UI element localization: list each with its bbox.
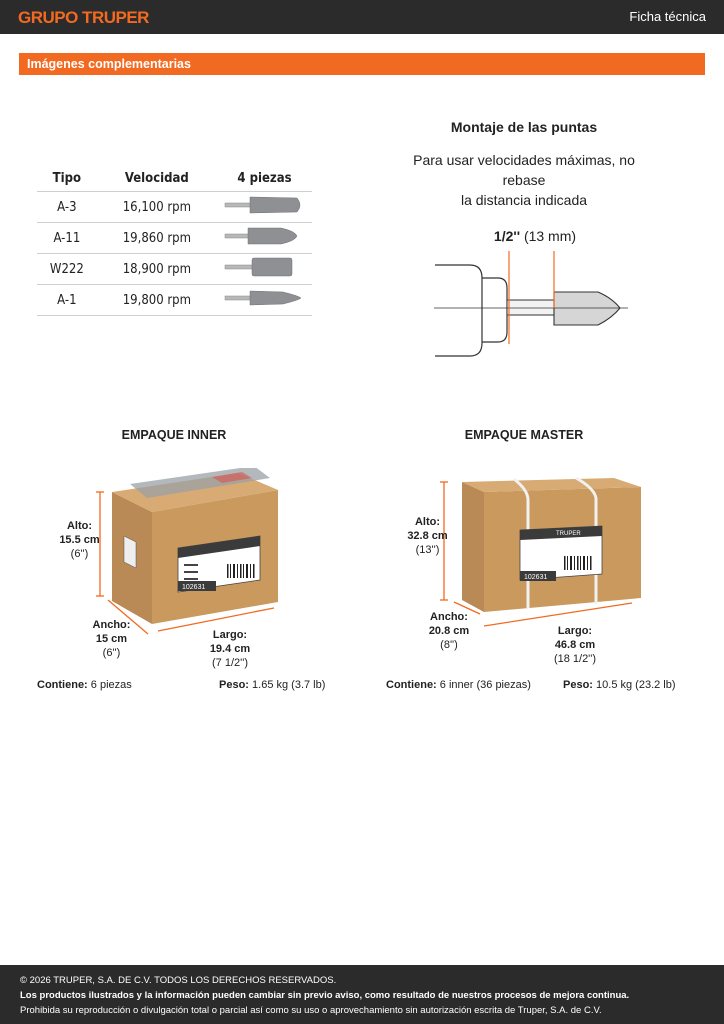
inner-peso: Peso: 1.65 kg (3.7 lb)	[219, 679, 326, 691]
master-title: EMPAQUE MASTER	[464, 428, 584, 442]
tips-table	[37, 165, 312, 316]
montaje-title: Montaje de las puntas	[450, 119, 598, 135]
inner-box-code: 102631	[182, 584, 206, 591]
master-largo: Largo: 46.8 cm (18 1/2'')	[553, 625, 597, 665]
tip-image-a1	[217, 285, 312, 316]
master-ancho: Ancho: 20.8 cm (8'')	[428, 611, 470, 651]
footer-disclaimer: Los productos ilustrados y la información pueden cambiar sin previo aviso, como resultado de nuestros procesos de mejora continua.	[20, 990, 630, 1001]
tip-image-a3	[217, 192, 312, 223]
inner-contiene: Contiene: 6 piezas	[37, 679, 132, 691]
velocidad-cell: 19,800 rpm	[97, 285, 217, 316]
master-peso: Peso: 10.5 kg (23.2 lb)	[563, 679, 676, 691]
inner-ancho: Ancho: 15 cm (6'')	[92, 619, 131, 659]
velocidad-cell: 18,900 rpm	[97, 254, 217, 285]
distance-label	[470, 228, 600, 244]
master-alto: Alto: 32.8 cm (13'')	[407, 516, 448, 556]
inner-title: EMPAQUE INNER	[121, 428, 227, 442]
master-box-brand: TRUPER	[556, 531, 581, 537]
footer-copyright: © 2026 TRUPER, S.A. DE C.V. TODOS LOS DERECHOS RESERVADOS.	[20, 975, 337, 986]
tipo-cell: A-3	[37, 192, 97, 223]
inner-largo: Largo: 19.4 cm (7 1/2'')	[209, 629, 251, 669]
table-row	[37, 254, 312, 285]
tip-image-w222	[217, 254, 312, 285]
velocidad-cell: 16,100 rpm	[97, 192, 217, 223]
inner-alto: Alto: 15.5 cm (6'')	[59, 520, 100, 560]
tipo-cell: W222	[37, 254, 97, 285]
montaje-note	[395, 150, 653, 210]
table-header-row	[37, 165, 312, 192]
top-bar	[0, 0, 724, 34]
master-box-code: 102631	[524, 574, 548, 581]
mounting-diagram	[430, 248, 630, 363]
table-row	[37, 223, 312, 254]
distance-alt: (13 mm)	[523, 228, 577, 244]
montaje-note-line1: Para usar velocidades máximas, no rebase	[413, 152, 635, 188]
table-row	[37, 192, 312, 223]
montaje-note-line2: la distancia indicada	[460, 192, 588, 208]
section-title: Imágenes complementarias	[27, 57, 191, 71]
table-row	[37, 285, 312, 316]
distance-main: 1/2''	[493, 228, 521, 244]
brand-logo: GRUPO TRUPER	[18, 8, 149, 27]
tipo-cell: A-1	[37, 285, 97, 316]
velocidad-cell: 19,860 rpm	[97, 223, 217, 254]
document-type: Ficha técnica	[629, 9, 706, 24]
master-contiene: Contiene: 6 inner (36 piezas)	[386, 679, 531, 691]
footer	[0, 965, 724, 1024]
header-velocidad: Velocidad	[97, 165, 217, 192]
tipo-cell: A-11	[37, 223, 97, 254]
header-tipo: Tipo	[37, 165, 97, 192]
footer-legal: Prohibida su reproducción o divulgación total o parcial así como su uso o aprovechamiento sin autorización escrita de Truper, S.A. de C.V.	[20, 1005, 602, 1016]
header-piezas: 4 piezas	[217, 165, 312, 192]
inner-box-illustration	[92, 468, 287, 643]
tip-image-a11	[217, 223, 312, 254]
section-header	[19, 53, 705, 75]
